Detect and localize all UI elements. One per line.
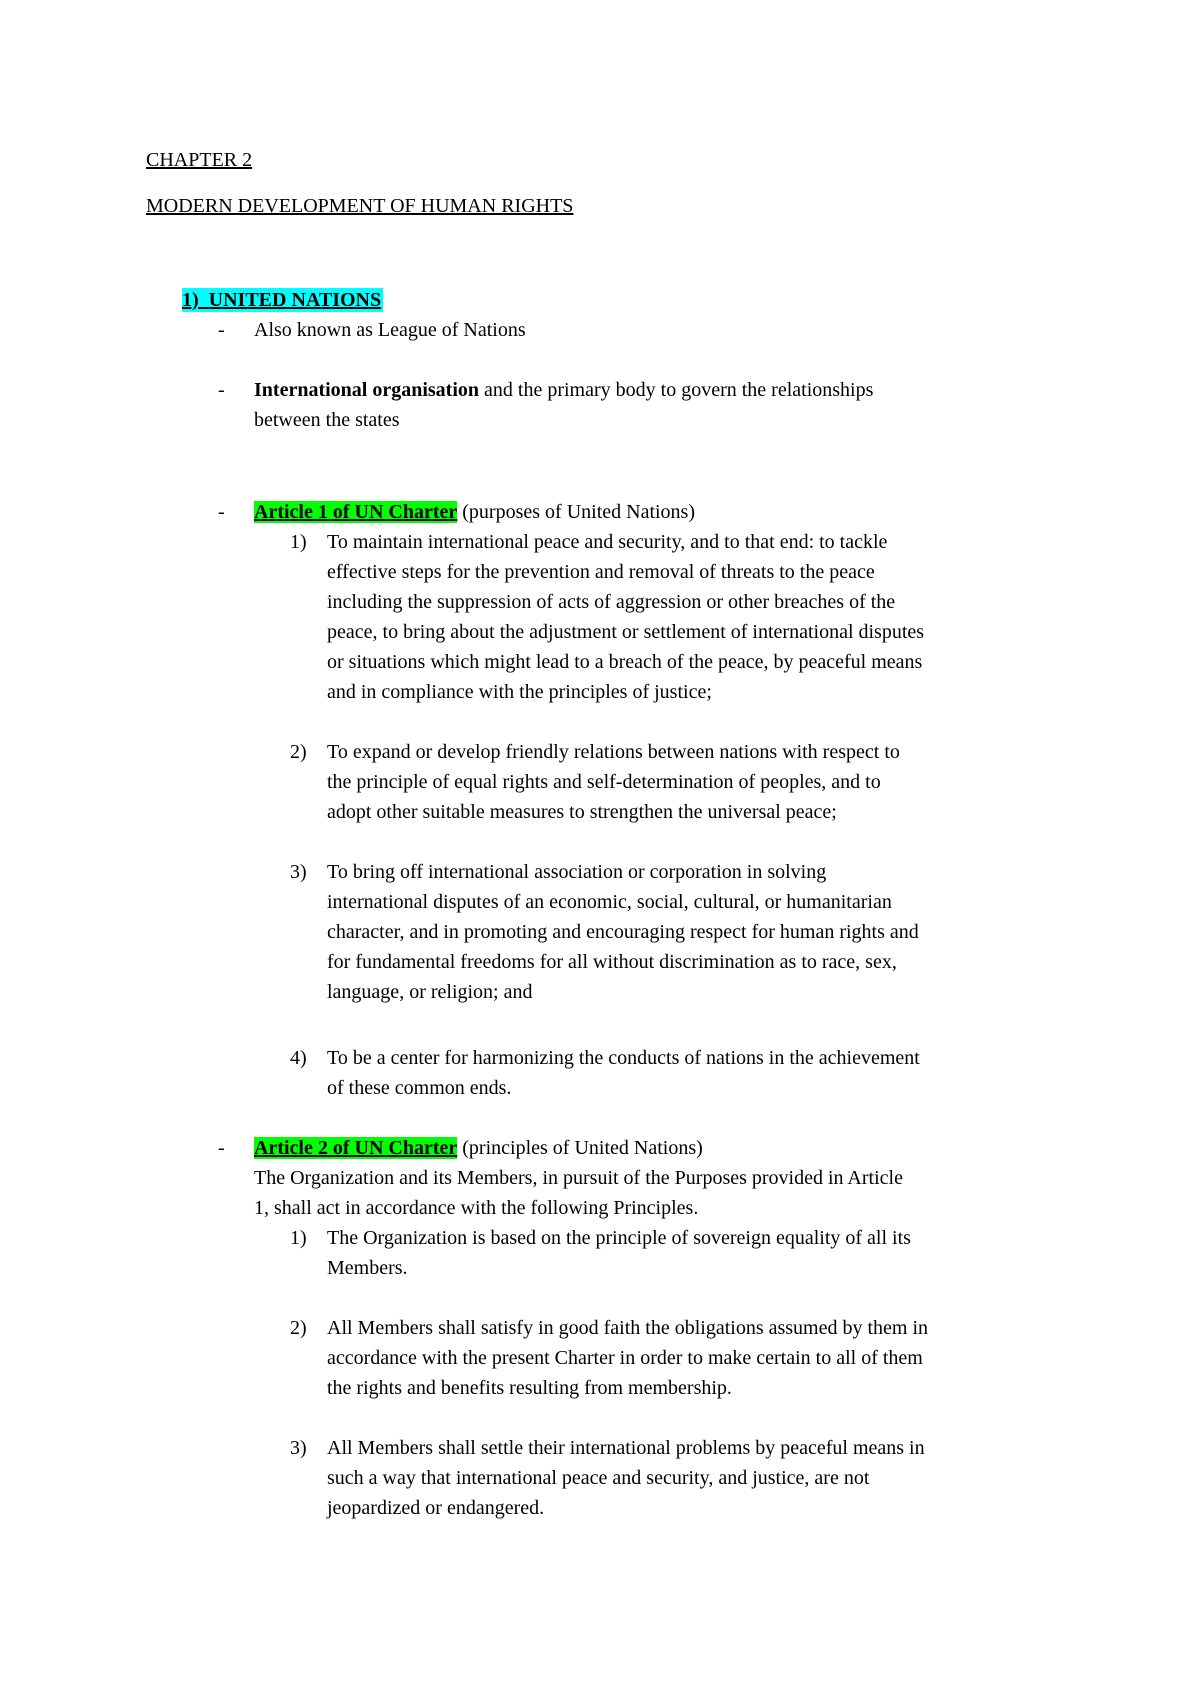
list-item-text: of these common ends.: [327, 1077, 512, 1099]
list-item-text: To bring off international association or corporation in solving: [327, 861, 827, 883]
list-item-text: To be a center for harmonizing the conducts of nations in the achievement: [327, 1047, 920, 1069]
article-2-intro: The Organization and its Members, in pursuit of the Purposes provided in Article: [254, 1167, 903, 1189]
list-item-text: All Members shall satisfy in good faith the obligations assumed by them in: [327, 1317, 929, 1339]
list-item-number: 3): [290, 1437, 307, 1459]
article-2-intro: 1, shall act in accordance with the following Principles.: [254, 1197, 699, 1219]
article-2-heading: Article 2 of UN Charter (principles of United Nations): [254, 1137, 703, 1159]
bullet-dash: -: [218, 501, 225, 523]
list-item-text: peace, to bring about the adjustment or settlement of international disputes: [327, 621, 925, 643]
bullet-dash: -: [218, 319, 225, 341]
list-item-number: 4): [290, 1047, 307, 1069]
list-item-text: for fundamental freedoms for all without discrimination as to race, sex,: [327, 951, 897, 973]
bullet-dash: -: [218, 1137, 225, 1159]
bullet-text: Also known as League of Nations: [254, 319, 526, 341]
list-item-text: including the suppression of acts of aggression or other breaches of the: [327, 591, 896, 613]
list-item-number: 1): [290, 1227, 307, 1249]
section-title: UNITED NATIONS: [208, 289, 382, 311]
list-item-text: the rights and benefits resulting from membership.: [327, 1377, 732, 1399]
bullet-dash: -: [218, 379, 225, 401]
article-2-label: Article 2 of UN Charter: [254, 1137, 458, 1159]
list-item-text: All Members shall settle their international problems by peaceful means in: [327, 1437, 925, 1459]
list-item-text: such a way that international peace and security, and justice, are not: [327, 1467, 870, 1489]
bullet-text: International organisation and the primary body to govern the relationships: [254, 379, 874, 401]
bold-term: International organisation: [254, 379, 480, 401]
chapter-heading: CHAPTER 2: [146, 149, 253, 171]
list-item-number: 2): [290, 1317, 307, 1339]
section-heading: [182, 288, 383, 312]
list-item-number: 1): [290, 531, 307, 553]
list-item-text: Members.: [327, 1257, 408, 1279]
list-item-number: 3): [290, 861, 307, 883]
list-item-text: adopt other suitable measures to strengthen the universal peace;: [327, 801, 837, 823]
list-item-text: To maintain international peace and security, and to that end: to tackle: [327, 531, 888, 553]
list-item-number: 2): [290, 741, 307, 763]
bullet-text: between the states: [254, 409, 400, 431]
list-item-text: accordance with the present Charter in order to make certain to all of them: [327, 1347, 923, 1369]
list-item-text: jeopardized or endangered.: [327, 1497, 545, 1519]
list-item-text: and in compliance with the principles of justice;: [327, 681, 712, 703]
list-item-text: character, and in promoting and encouraging respect for human rights and: [327, 921, 919, 943]
section-number: 1): [182, 289, 199, 311]
list-item-text: The Organization is based on the principle of sovereign equality of all its: [327, 1227, 911, 1249]
list-item-text: international disputes of an economic, social, cultural, or humanitarian: [327, 891, 892, 913]
list-item-text: or situations which might lead to a breach of the peace, by peaceful means: [327, 651, 923, 673]
list-item-text: language, or religion; and: [327, 981, 533, 1003]
article-1-label: Article 1 of UN Charter: [254, 501, 458, 523]
list-item-text: the principle of equal rights and self-determination of peoples, and to: [327, 771, 881, 793]
article-1-heading: Article 1 of UN Charter (purposes of United Nations): [254, 501, 695, 523]
chapter-title: MODERN DEVELOPMENT OF HUMAN RIGHTS: [146, 195, 574, 217]
list-item-text: effective steps for the prevention and removal of threats to the peace: [327, 561, 875, 583]
list-item-text: To expand or develop friendly relations between nations with respect to: [327, 741, 900, 763]
